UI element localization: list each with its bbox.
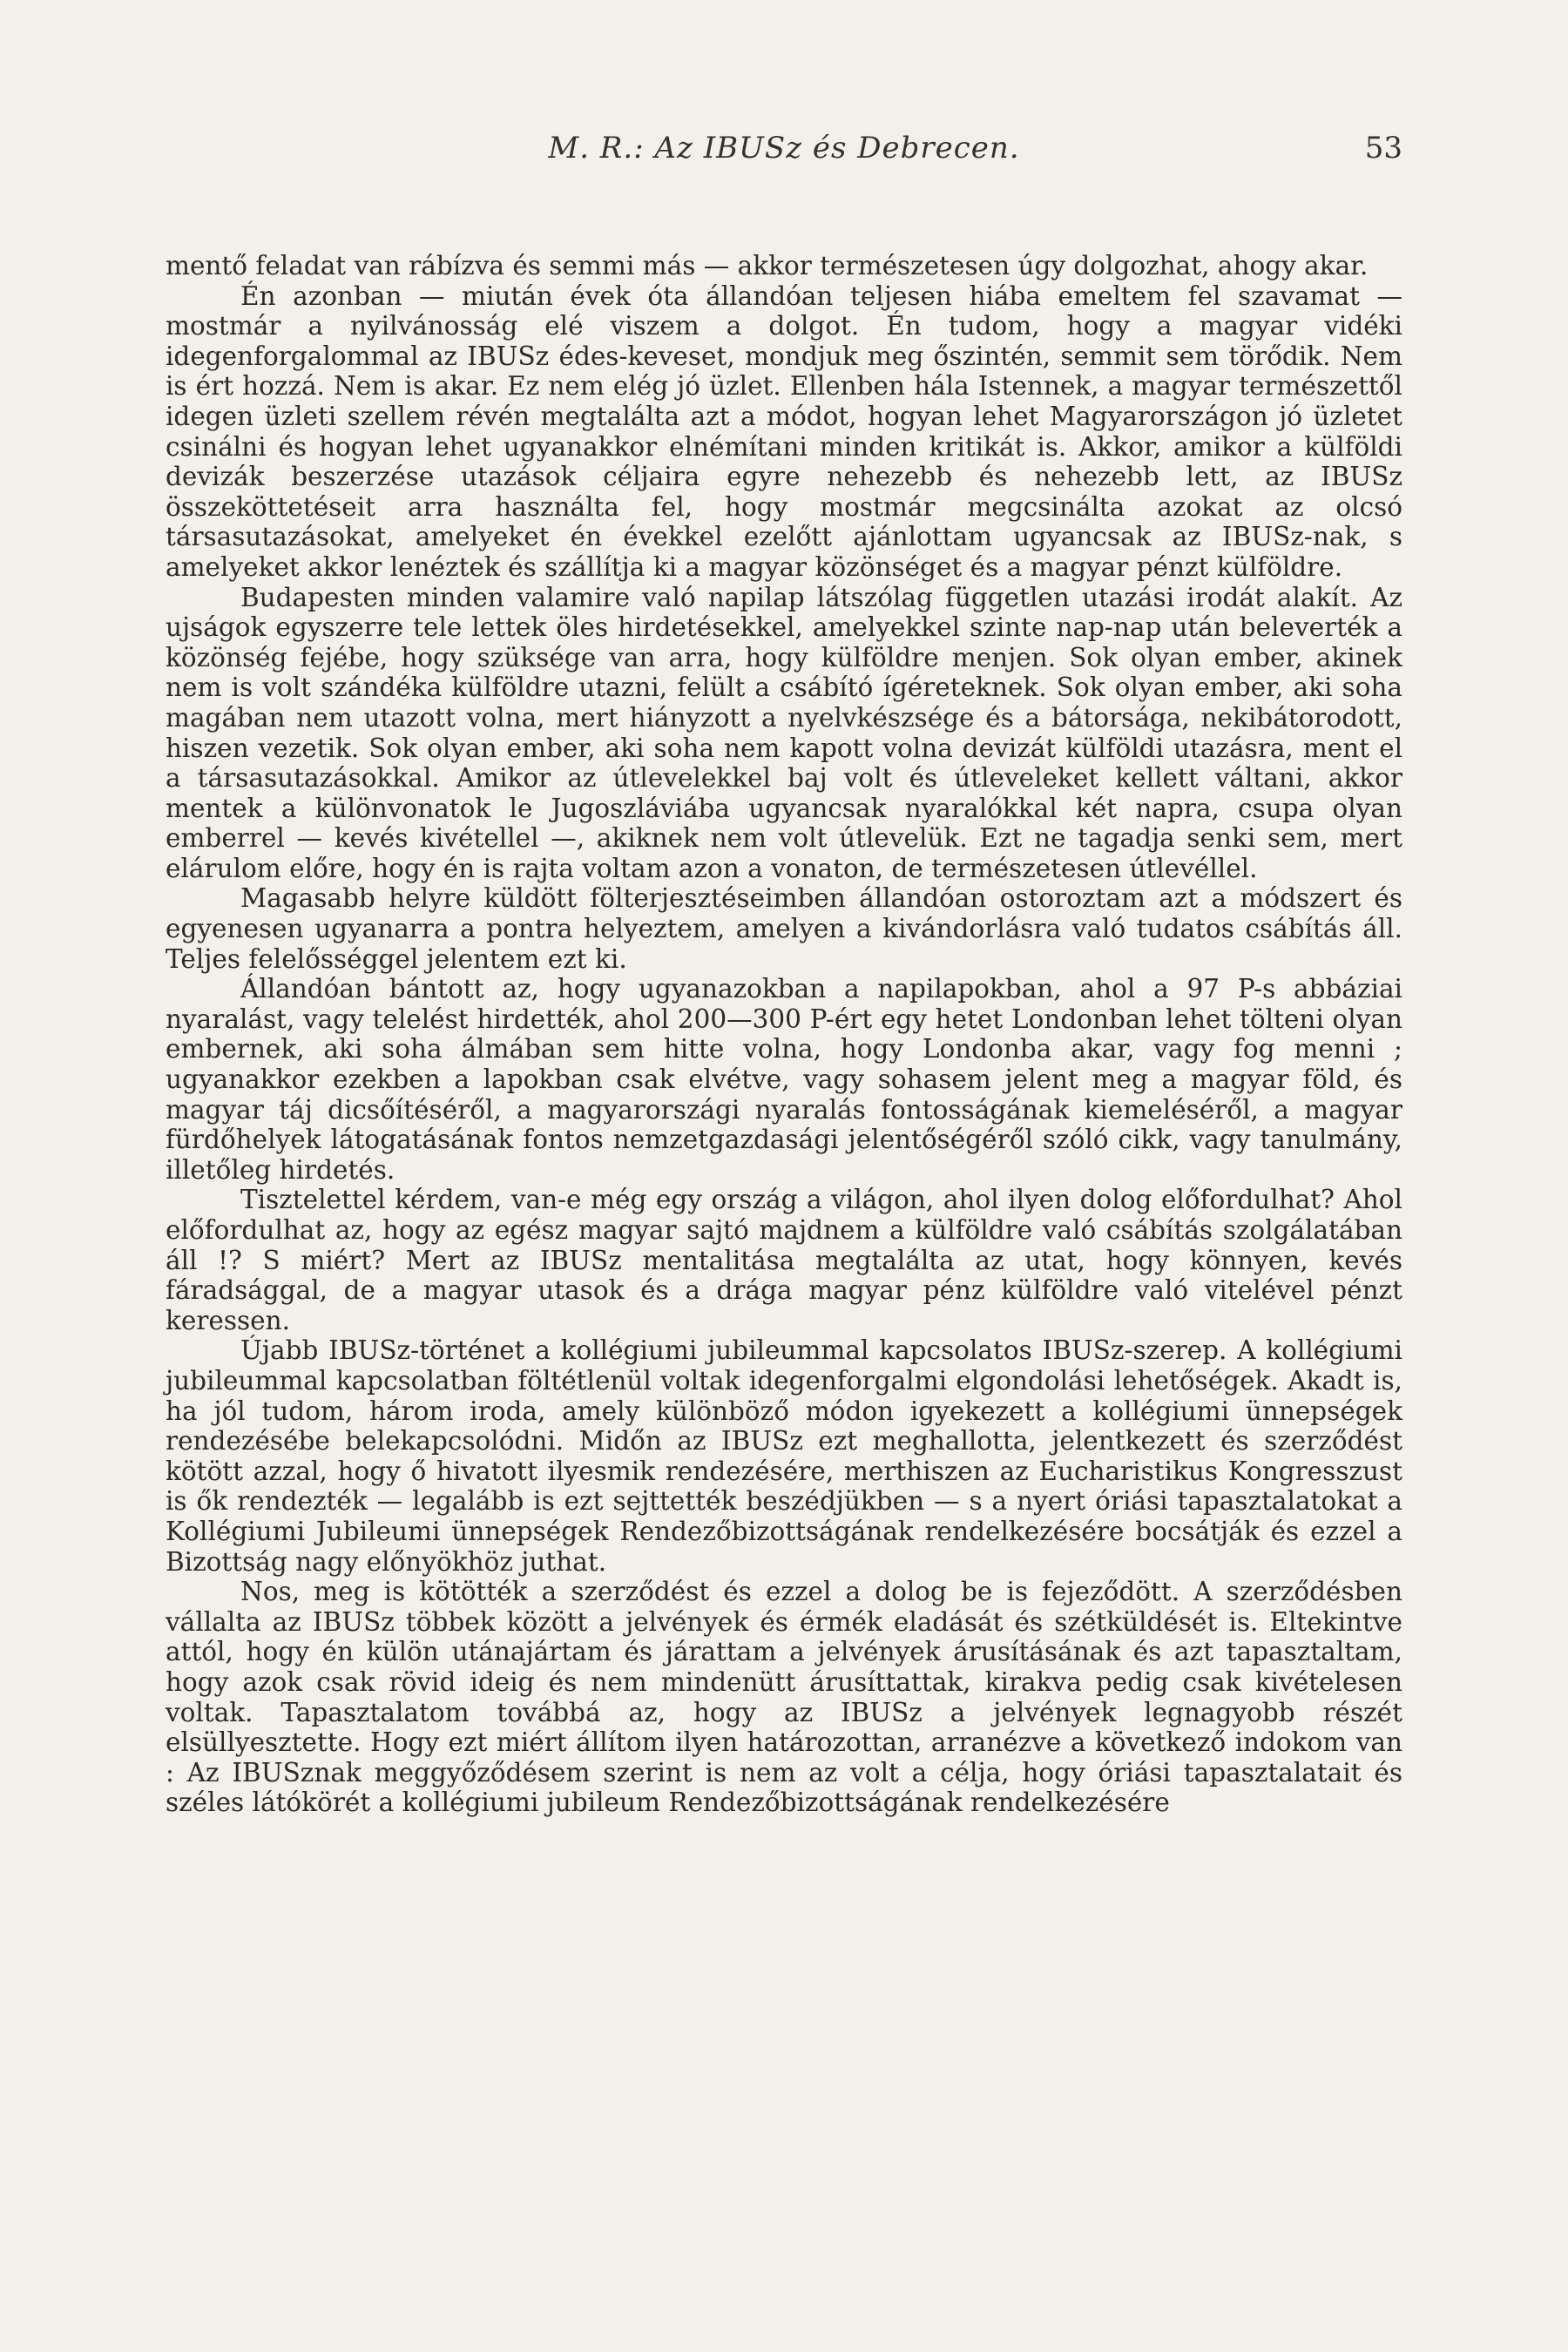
body-text <box>166 251 1402 1818</box>
paragraph: Állandóan bántott az, hogy ugyanazokban a napilapokban, ahol a 97 P-s abbáziai nyaralást, vagy telelést hirdették, ahol 200—300 P-ért egy hetet Londonban lehet tölteni olyan embernek, aki soha álmában sem hitte volna, hogy Londonba akar, vagy fog menni ; ugyanakkor ezekben a lapokban csak elvétve, vagy sohasem jelent meg a magyar föld, és magyar táj dicsőítéséről, a magyarországi nyaralás fontosságának kiemeléséről, a magyar fürdőhelyek látogatásának fontos nemzetgazdasági jelentőségéről szóló cikk, vagy tanulmány, illetőleg hirdetés. <box>166 974 1402 1185</box>
paragraph: Budapesten minden valamire való napilap látszólag független utazási irodát alakít. Az ujságok egyszerre tele lettek öles hirdetésekkel, amelyekkel szinte nap-nap után beleverték a közönség fejébe, hogy szüksége van arra, hogy külföldre menjen. Sok olyan ember, akinek nem is volt szándéka külföldre utazni, felült a csábító ígéreteknek. Sok olyan ember, aki soha magában nem utazott volna, mert hiányzott a nyelvkészsége és a bátorsága, nekibátorodott, hiszen vezetik. Sok olyan ember, aki soha nem kapott volna devizát külföldi utazásra, ment el a társasutazásokkal. Amikor az útlevelekkel baj volt és útleveleket kellett váltani, akkor mentek a különvonatok le Jugoszláviába ugyancsak nyaralókkal két napra, csupa olyan emberrel — kevés kivétellel —, akiknek nem volt útlevelük. Ezt ne tagadja senki sem, mert elárulom előre, hogy én is rajta voltam azon a vonaton, de természetesen útlevéllel. <box>166 582 1402 883</box>
running-title: M. R.: Az IBUSz és Debrecen. <box>548 131 1020 166</box>
paragraph-continuation: mentő feladat van rábízva és semmi más — akkor természetesen úgy dolgozhat, ahogy akar. <box>166 251 1369 280</box>
paragraph: Magasabb helyre küldött fölterjesztéseimben állandóan ostoroztam azt a módszert és egyenesen ugyanarra a pontra helyeztem, amelyen a kivándorlásra való tudatos csábítás áll. Teljes felelősséggel jelentem ezt ki. <box>166 883 1402 974</box>
paragraph: Nos, meg is kötötték a szerződést és ezzel a dolog be is fejeződött. A szerződésben vállalta az IBUSz többek között a jelvények és érmék eladását és szétküldését is. Eltekintve attól, hogy én külön utánajártam és járattam a jelvények árusításának és azt tapasztaltam, hogy azok csak rövid ideig és nem mindenütt árusíttattak, kirakva pedig csak kivételesen voltak. Tapasztalatom továbbá az, hogy az IBUSz a jelvények legnagyobb részét elsüllyesztette. Hogy ezt miért állítom ilyen határozottan, arranézve a következő indokom van : Az IBUSznak meggyőződésem szerint is nem az volt a célja, hogy óriási tapasztalatait és széles látókörét a kollégiumi jubileum Rendezőbizottságának rendelkezésére <box>166 1577 1402 1818</box>
paragraph: Újabb IBUSz-történet a kollégiumi jubileummal kapcsolatos IBUSz-szerep. A kollégiumi jubileummal kapcsolatban föltétlenül voltak idegenforgalmi elgondolási lehetőségek. Akadt is, ha jól tudom, három iroda, amely különböző módon igyekezett a kollégiumi ünnepségek rendezésébe belekapcsolódni. Midőn az IBUSz ezt meghallotta, jelentkezett és szerződést kötött azzal, hogy ő hivatott ilyesmik rendezésére, merthiszen az Eucharistikus Kongresszust is ők rendezték — legalább is ezt sejttették beszédjükben — s a nyert óriási tapasztalatokat a Kollégiumi Jubileumi ünnepségek Rendezőbizottságának rendelkezésére bocsátják és ezzel a Bizottság nagy előnyökhöz juthat. <box>166 1335 1402 1577</box>
paragraph: Tisztelettel kérdem, van-e még egy ország a világon, ahol ilyen dolog előfordulhat? Ahol előfordulhat az, hogy az egész magyar sajtó majdnem a külföldre való csábítás szolgálatában áll !? S miért? Mert az IBUSz mentalitása megtalálta az utat, hogy könnyen, kevés fáradsággal, de a magyar utasok és a drága magyar pénz külföldre való vitelével pénzt keressen. <box>166 1185 1402 1335</box>
page-number: 53 <box>1364 131 1402 166</box>
paragraph: Én azonban — miután évek óta állandóan teljesen hiába emeltem fel szavamat — mostmár a nyilvánosság elé viszem a dolgot. Én tudom, hogy a magyar vidéki idegenforgalommal az IBUSz édes-keveset, mondjuk meg őszintén, semmit sem törődik. Nem is ért hozzá. Nem is akar. Ez nem elég jó üzlet. Ellenben hála Istennek, a magyar természettől idegen üzleti szellem révén megtalálta azt a módot, hogyan lehet Magyarországon jó üzletet csinálni és hogyan lehet ugyanakkor elnémítani minden kritikát is. Akkor, amikor a külföldi devizák beszerzése utazások céljaira egyre nehezebb és nehezebb lett, az IBUSz összeköttetéseit arra használta fel, hogy mostmár megcsinálta azokat az olcsó társasutazásokat, amelyeket én évekkel ezelőtt ajánlottam ugyancsak az IBUSz-nak, s amelyeket akkor lenéztek és szállítja ki a magyar közönséget és a magyar pénzt külföldre. <box>166 280 1402 582</box>
running-head <box>166 131 1402 183</box>
